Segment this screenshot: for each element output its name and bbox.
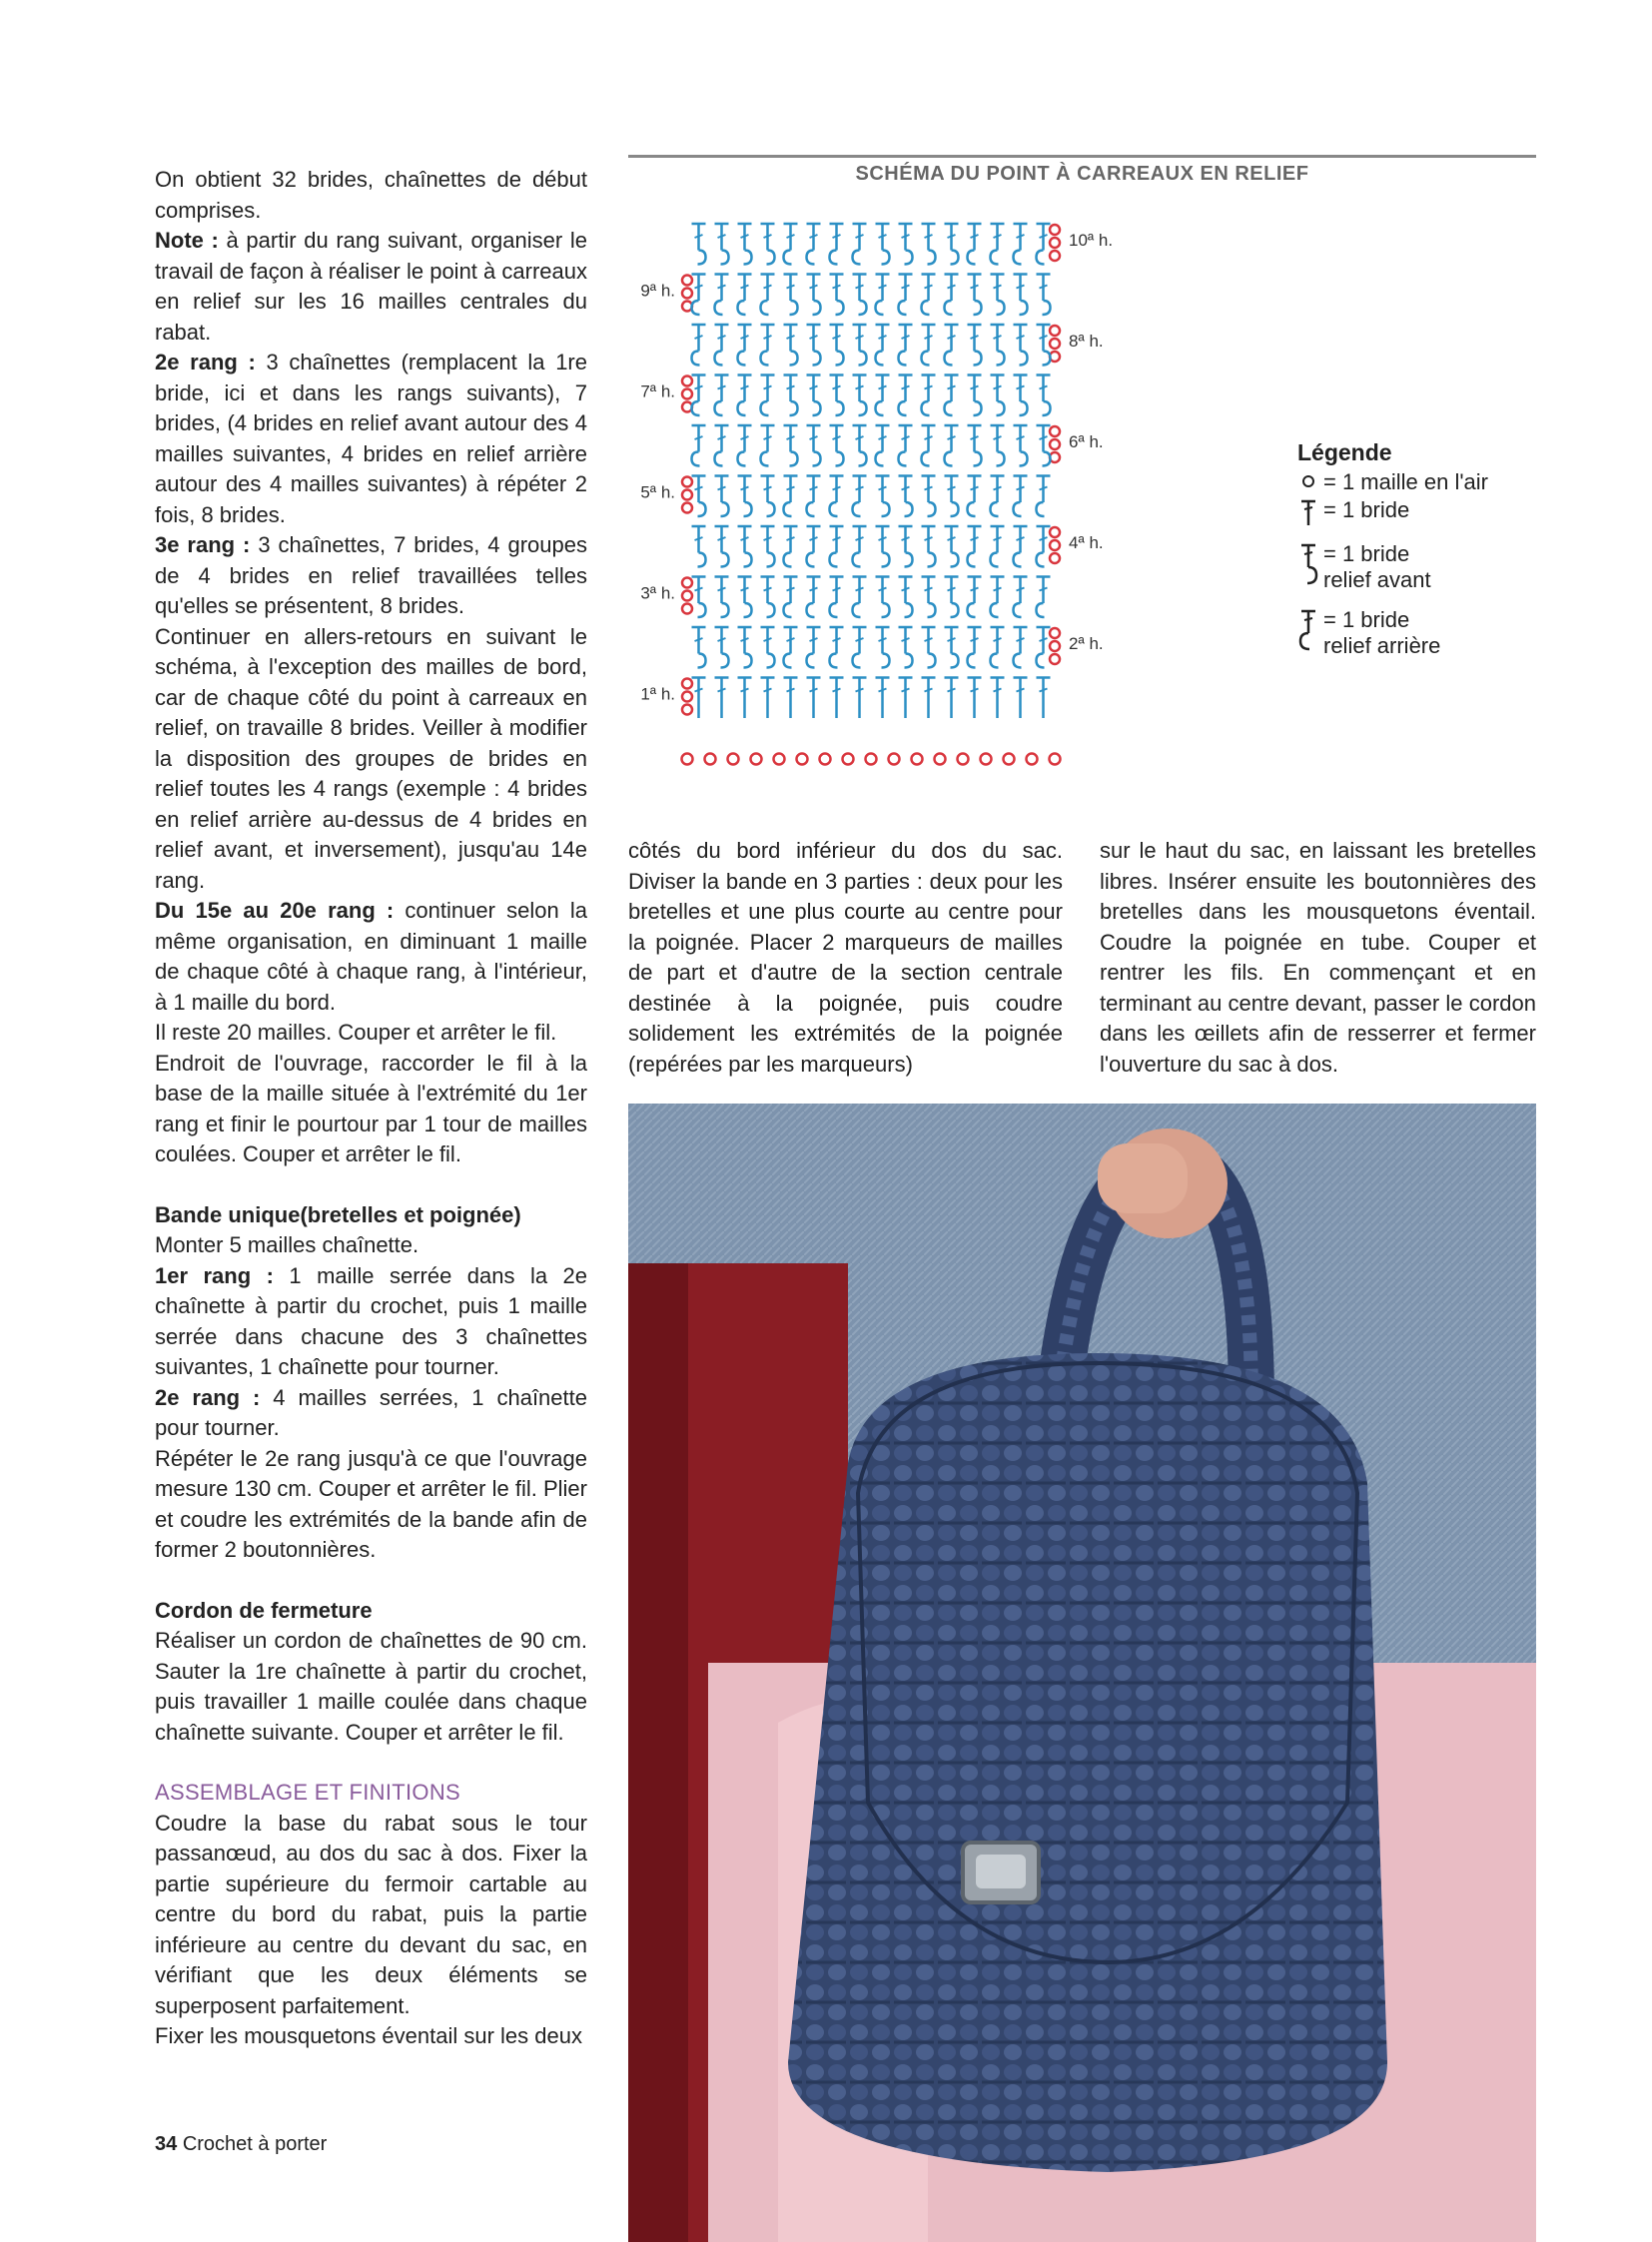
chain-stitch	[1050, 540, 1060, 550]
chart-stitch-front	[1037, 375, 1051, 416]
chart-stitch-back	[876, 275, 890, 316]
legend-relief-avant-text-2: relief avant	[1323, 567, 1431, 592]
chart-stitch-back	[738, 275, 752, 316]
chart-stitch-back	[968, 627, 982, 668]
chart-stitch-back	[807, 627, 821, 668]
chart-stitch-plain	[853, 678, 867, 719]
row-2-text: 3 chaînettes (remplacent la 1re bride, ici et dans les rangs suivants), 7 brides, (4 brides en relief avant autour des 4 mailles suivantes, 4 brides en relief arrière autour des 4 mailles suivantes) à répéter 2 fois, 8 brides.	[155, 350, 587, 527]
chart-stitch-back	[692, 275, 706, 316]
chart-stitch-front	[899, 476, 913, 517]
chart-stitch-back	[922, 275, 936, 316]
chart-stitch-front	[692, 577, 706, 618]
chart-stitch-plain	[922, 678, 936, 719]
chart-stitch-front	[922, 627, 936, 668]
chain-stitch	[981, 754, 992, 765]
chart-stitch-plain	[738, 678, 752, 719]
chart-stitch-plain	[1014, 678, 1028, 719]
chart-stitch-front	[761, 627, 775, 668]
chart-stitch-back	[761, 425, 775, 466]
chain-stitch	[1050, 251, 1060, 261]
chart-stitch-back	[853, 224, 867, 265]
chart-stitch-back	[899, 425, 913, 466]
chart-stitch-plain	[715, 678, 729, 719]
section-title-assemblage: ASSEMBLAGE ET FINITIONS	[155, 1780, 461, 1805]
front-post-stitch-icon	[1297, 541, 1319, 591]
chart-stitch-back	[991, 627, 1005, 668]
chart-stitch-plain	[830, 678, 844, 719]
chain-stitch	[682, 754, 693, 765]
chart-stitch-back	[945, 375, 959, 416]
legend-chain	[1297, 469, 1488, 495]
page-number: 34	[155, 2133, 178, 2155]
legend-title: Légende	[1297, 439, 1392, 465]
chart-stitch-plain	[761, 678, 775, 719]
left-text-column	[155, 165, 587, 2052]
chart-stitch-back	[830, 627, 844, 668]
chart-stitch-front	[968, 375, 982, 416]
chart-stitch-front	[738, 476, 752, 517]
row-label-left: 1ª h.	[640, 684, 675, 704]
chart-stitch-back	[968, 224, 982, 265]
chart-stitch-back	[922, 425, 936, 466]
chain-stitch	[682, 578, 692, 588]
row-15-20-label: Du 15e au 20e rang :	[155, 898, 395, 923]
chart-stitch-front	[991, 375, 1005, 416]
chart-stitch-front	[1037, 425, 1051, 466]
chart-stitch-back	[807, 526, 821, 567]
chain-stitch	[682, 477, 692, 487]
chain-stitch	[682, 276, 692, 286]
paragraph-cordon: Réaliser un cordon de chaînettes de 90 cm. Sauter la 1re chaînette à partir du crochet, puis travailler 1 maille coulée dans chaque chaînette suivante. Couper et arrêter le fil.	[155, 1628, 587, 1745]
chart-stitch-back	[991, 577, 1005, 618]
chain-stitch	[1050, 654, 1060, 664]
chart-stitch-back	[738, 375, 752, 416]
chart-stitch-back	[853, 526, 867, 567]
bande-row-2-text: 4 mailles serrées, 1 chaînette pour tourner.	[155, 1384, 587, 1440]
chart-stitch-front	[876, 577, 890, 618]
chart-stitch-front	[807, 325, 821, 366]
chart-stitch-front	[830, 275, 844, 316]
chart-stitch-back	[968, 526, 982, 567]
chain-stitch	[682, 389, 692, 399]
chart-stitch-front	[738, 627, 752, 668]
chart-stitch-back	[968, 476, 982, 517]
chart-stitch-front	[761, 224, 775, 265]
chart-stitch-front	[692, 476, 706, 517]
paragraph-right: sur le haut du sac, en laissant les bretelles libres. Insérer ensuite les boutonnières des bretelles dans les mousquetons éventail. Coudre la poignée en tube. Couper et rentrer les fils. En commençant et en terminant au centre devant, passer le cordon dans les œillets afin de resserrer et fermer l'ouverture du sac à dos.	[1100, 838, 1536, 1077]
paragraph-note	[155, 226, 587, 348]
chart-stitch-front	[899, 526, 913, 567]
chart-top-rule	[628, 155, 1536, 158]
chart-stitch-front	[692, 526, 706, 567]
chart-stitch-back	[692, 375, 706, 416]
chart-stitch-back	[945, 325, 959, 366]
chart-stitch-back	[784, 476, 798, 517]
chart-stitch-back	[761, 275, 775, 316]
chart-stitch-back	[830, 224, 844, 265]
chart-stitch-plain	[899, 678, 913, 719]
chart-stitch-back	[830, 577, 844, 618]
chart-stitch-back	[1037, 476, 1051, 517]
row-label-left: 9ª h.	[640, 281, 675, 301]
chart-stitch-back	[715, 325, 729, 366]
chart-stitch-front	[784, 325, 798, 366]
chain-stitch	[728, 754, 739, 765]
chart-stitch-front	[1014, 375, 1028, 416]
paragraph-bande-repeat: Répéter le 2e rang jusqu'à ce que l'ouvrage mesure 130 cm. Couper et arrêter le fil. Plier et coudre les extrémités de la bande afin de former 2 boutonnières.	[155, 1445, 587, 1562]
chart-stitch-front	[738, 224, 752, 265]
note-text: à partir du rang suivant, organiser le travail de façon à réaliser le point à carreaux en relief sur les 16 mailles centrales du rabat.	[155, 228, 587, 345]
row-3-label: 3e rang :	[155, 532, 251, 557]
chart-stitch-back	[715, 375, 729, 416]
bande-row-1-label: 1er rang :	[155, 1262, 274, 1288]
chart-stitch-back	[761, 325, 775, 366]
chart-stitch-front	[876, 476, 890, 517]
legend-relief-arriere-text-2: relief arrière	[1323, 633, 1441, 658]
chart-stitch-front	[922, 526, 936, 567]
middle-text-column	[628, 836, 1063, 1080]
chart-stitch-front	[945, 577, 959, 618]
page-footer	[155, 2133, 327, 2156]
paragraph-remaining: Il reste 20 mailles. Couper et arrêter le fil.	[155, 1020, 557, 1045]
chain-stitch	[682, 679, 692, 689]
chart-stitch-front	[830, 325, 844, 366]
chart-stitch-front	[968, 425, 982, 466]
chart-stitch-front	[853, 275, 867, 316]
chart-stitch-front	[715, 577, 729, 618]
paragraph-row-2	[155, 348, 587, 530]
chart-stitch-front	[761, 577, 775, 618]
chain-stitch	[1050, 553, 1060, 563]
chain-stitch	[820, 754, 831, 765]
legend	[1297, 439, 1488, 673]
legend-relief-arriere	[1297, 607, 1488, 659]
chart-stitch-back	[692, 425, 706, 466]
chart-stitch-back	[968, 577, 982, 618]
chain-stitch	[682, 591, 692, 601]
chart-stitch-back	[784, 577, 798, 618]
chain-stitch	[1050, 426, 1060, 436]
legend-relief-arriere-text-1: = 1 bride	[1323, 607, 1410, 632]
chart-stitch-back	[853, 476, 867, 517]
chart-stitch-back	[1037, 577, 1051, 618]
chart-stitch-back	[899, 375, 913, 416]
chart-stitch-back	[784, 526, 798, 567]
chart-stitch-plain	[1037, 678, 1051, 719]
row-label-right: 6ª h.	[1069, 432, 1104, 451]
chart-stitch-back	[1037, 224, 1051, 265]
chain-stitch	[1050, 326, 1060, 336]
chart-stitch-front	[876, 627, 890, 668]
bande-row-1-text: 1 maille serrée dans la 2e chaînette à partir du crochet, puis 1 maille serrée dans chacune des 3 chaînettes suivantes, 1 chaînette pour tourner.	[155, 1262, 587, 1379]
row-label-left: 5ª h.	[640, 482, 675, 502]
paragraph-assemblage: Coudre la base du rabat sous le tour passanœud, au dos du sac à dos. Fixer la partie supérieure du fermoir cartable au centre du bord du rabat, puis la partie inférieure au centre du devant du sac, en vérifiant que les deux éléments se superposent parfaitement.	[155, 1810, 587, 2018]
chart-stitch-back	[784, 627, 798, 668]
chart-stitch-plain	[807, 678, 821, 719]
chain-stitch	[1050, 339, 1060, 349]
chain-stitch	[682, 490, 692, 500]
bande-row-2-label: 2e rang :	[155, 1384, 261, 1410]
chart-stitch-back	[1037, 526, 1051, 567]
chart-stitch-front	[945, 627, 959, 668]
chart-stitch-front	[853, 325, 867, 366]
chart-stitch-plain	[876, 678, 890, 719]
row-label-left: 3ª h.	[640, 583, 675, 603]
double-crochet-icon	[1297, 497, 1319, 527]
chart-stitch-front	[922, 577, 936, 618]
chain-stitch-icon	[1297, 469, 1319, 491]
chart-stitch-front	[991, 275, 1005, 316]
chart-stitch-front	[761, 476, 775, 517]
chart-stitch-back	[899, 325, 913, 366]
chain-stitch	[1027, 754, 1038, 765]
chain-stitch	[682, 503, 692, 513]
chart-stitch-back	[1014, 526, 1028, 567]
chart-stitch-back	[1014, 577, 1028, 618]
chart-stitch-back	[922, 325, 936, 366]
legend-chain-text: = 1 maille en l'air	[1323, 469, 1488, 494]
chain-stitch	[774, 754, 785, 765]
note-label: Note :	[155, 228, 219, 253]
chart-stitch-back	[807, 224, 821, 265]
chart-stitch-front	[715, 476, 729, 517]
chart-stitch-back	[1014, 476, 1028, 517]
chart-stitch-back	[830, 526, 844, 567]
chart-stitch-front	[945, 476, 959, 517]
row-2-label: 2e rang :	[155, 350, 256, 374]
chart-stitch-front	[715, 224, 729, 265]
chart-stitch-front	[1014, 325, 1028, 366]
chart-stitch-back	[876, 425, 890, 466]
paragraph-row-3	[155, 530, 587, 622]
chart-stitch-front	[1014, 275, 1028, 316]
chart-stitch-front	[830, 425, 844, 466]
right-text-column	[1100, 836, 1536, 1080]
chain-stitch	[1050, 628, 1060, 638]
row-label-right: 8ª h.	[1069, 332, 1104, 351]
chain-stitch	[682, 376, 692, 386]
chart-stitch-back	[991, 224, 1005, 265]
chart-stitch-back	[738, 425, 752, 466]
chart-stitch-back	[715, 425, 729, 466]
chain-stitch	[1004, 754, 1015, 765]
chart-stitch-back	[945, 425, 959, 466]
chain-stitch	[682, 692, 692, 702]
row-label-right: 2ª h.	[1069, 634, 1104, 653]
chart-stitch-front	[899, 224, 913, 265]
chart-stitch-plain	[991, 678, 1005, 719]
paragraph-bande-row-2	[155, 1383, 587, 1444]
chain-stitch	[1050, 225, 1060, 235]
chart-stitch-back	[922, 375, 936, 416]
chart-stitch-front	[991, 425, 1005, 466]
row-label-left: 7ª h.	[640, 381, 675, 401]
chain-stitch	[682, 604, 692, 614]
chart-stitch-front	[738, 526, 752, 567]
chart-stitch-front	[968, 275, 982, 316]
chain-stitch	[912, 754, 923, 765]
chart-stitch-front	[991, 325, 1005, 366]
crochet-backpack-illustration	[628, 1104, 1536, 2242]
chart-stitch-front	[945, 224, 959, 265]
chart-stitch-front	[899, 627, 913, 668]
legend-relief-avant	[1297, 541, 1488, 593]
chart-stitch-back	[761, 375, 775, 416]
chart-title: SCHÉMA DU POINT À CARREAUX EN RELIEF	[855, 163, 1309, 185]
legend-relief-avant-text-1: = 1 bride	[1323, 541, 1410, 566]
chart-stitch-front	[830, 375, 844, 416]
chart-stitch-front	[807, 425, 821, 466]
chart-stitch-front	[876, 526, 890, 567]
section-title-bande: Bande unique(bretelles et poignée)	[155, 1201, 521, 1227]
chart-stitch-back	[876, 325, 890, 366]
chart-stitch-back	[853, 627, 867, 668]
chart-stitch-front	[945, 526, 959, 567]
chain-stitch	[1050, 641, 1060, 651]
chart-stitch-front	[761, 526, 775, 567]
row-label-right: 4ª h.	[1069, 533, 1104, 552]
chart-stitch-front	[784, 375, 798, 416]
backpack-photo	[628, 1104, 1536, 2242]
paragraph-continue: Continuer en allers-retours en suivant le schéma, à l'exception des mailles de bord, car de chaque côté du point à carreaux en relief, on travaille 8 brides. Veiller à modifier la disposition des groupes de brides en relief toutes les 4 rangs (exemple : 4 brides en relief arrière au-dessus de 4 brides en relief avant, et inversement), jusqu'au 14e rang.	[155, 623, 587, 893]
paragraph-mid: côtés du bord inférieur du dos du sac. Diviser la bande en 3 parties : deux pour les bretelles et une plus courte au centre pour la poignée. Placer 2 marqueurs de mailles de part et d'autre de la section centrale destinée à la poignée, puis coudre solidement les extrémités de la poignée (repérées par les marqueurs)	[628, 838, 1063, 1077]
paragraph-assemblage-2: Fixer les mousquetons éventail sur les deux	[155, 2023, 582, 2048]
paragraph-bande-start: Monter 5 mailles chaînette.	[155, 1232, 419, 1257]
chart-stitch-front	[692, 224, 706, 265]
chart-stitch-front	[807, 275, 821, 316]
chart-stitch-back	[876, 375, 890, 416]
chart-stitch-back	[715, 275, 729, 316]
paragraph-edge-finish: Endroit de l'ouvrage, raccorder le fil à la base de la maille située à l'extrémité du 1er rang et finir le pourtour par 1 tour de mailles coulées. Couper et arrêter le fil.	[155, 1050, 587, 1166]
chart-stitch-front	[876, 224, 890, 265]
chart-stitch-front	[692, 627, 706, 668]
row-15-20-text: continuer selon la même organisation, en diminuant 1 maille de chaque côté à chaque rang, à l'intérieur, à 1 maille du bord.	[155, 898, 587, 1015]
stitch-grid	[682, 224, 1061, 765]
chart-stitch-back	[899, 275, 913, 316]
chart-stitch-back	[991, 526, 1005, 567]
chart-stitch-front	[784, 425, 798, 466]
chain-stitch	[1050, 754, 1061, 765]
chain-stitch	[889, 754, 900, 765]
chart-stitch-front	[968, 325, 982, 366]
chart-stitch-front	[1037, 325, 1051, 366]
legend-bride-text: = 1 bride	[1323, 497, 1410, 522]
chain-stitch	[866, 754, 877, 765]
chart-stitch-front	[922, 476, 936, 517]
chart-stitch-front	[853, 425, 867, 466]
chart-stitch-front	[784, 275, 798, 316]
chart-stitch-back	[1014, 627, 1028, 668]
row-label-right: 10ª h.	[1069, 231, 1114, 250]
chart-stitch-front	[1037, 275, 1051, 316]
chart-stitch-plain	[784, 678, 798, 719]
chart-stitch-plain	[945, 678, 959, 719]
chart-stitch-back	[738, 325, 752, 366]
chain-stitch	[705, 754, 716, 765]
chart-stitch-front	[715, 627, 729, 668]
chart-stitch-back	[991, 476, 1005, 517]
chart-stitch-front	[853, 375, 867, 416]
legend-bride	[1297, 497, 1488, 527]
chart-stitch-front	[715, 526, 729, 567]
chart-stitch-back	[692, 325, 706, 366]
chain-stitch	[751, 754, 762, 765]
paragraph-bande-row-1	[155, 1261, 587, 1383]
chain-stitch	[1050, 527, 1060, 537]
chart-stitch-back	[1014, 224, 1028, 265]
chart-stitch-front	[899, 577, 913, 618]
chart-stitch-back	[807, 476, 821, 517]
chart-stitch-back	[830, 476, 844, 517]
chart-stitch-front	[922, 224, 936, 265]
chart-stitch-front	[738, 577, 752, 618]
chain-stitch	[682, 289, 692, 299]
chain-stitch	[682, 705, 692, 715]
paragraph-result: On obtient 32 brides, chaînettes de début comprises.	[155, 167, 587, 223]
chart-stitch-front	[1014, 425, 1028, 466]
chain-stitch	[797, 754, 808, 765]
chart-stitch-back	[945, 275, 959, 316]
chart-stitch-back	[1037, 627, 1051, 668]
back-post-stitch-icon	[1297, 607, 1319, 657]
chain-stitch	[1050, 439, 1060, 449]
section-title-cordon: Cordon de fermeture	[155, 1597, 373, 1623]
paragraph-row-15-20	[155, 896, 587, 1018]
chart-stitch-front	[807, 375, 821, 416]
chart-stitch-plain	[692, 678, 706, 719]
chart-stitch-back	[784, 224, 798, 265]
chain-stitch	[935, 754, 946, 765]
row-3-text: 3 chaînettes, 7 brides, 4 groupes de 4 brides en relief travaillées telles qu'elles se présentent, 8 brides.	[155, 532, 587, 618]
chain-stitch	[843, 754, 854, 765]
chain-stitch	[958, 754, 969, 765]
chart-stitch-plain	[968, 678, 982, 719]
chain-stitch	[1050, 238, 1060, 248]
chart-stitch-back	[807, 577, 821, 618]
chart-stitch-back	[853, 577, 867, 618]
magazine-name: Crochet à porter	[182, 2133, 328, 2155]
